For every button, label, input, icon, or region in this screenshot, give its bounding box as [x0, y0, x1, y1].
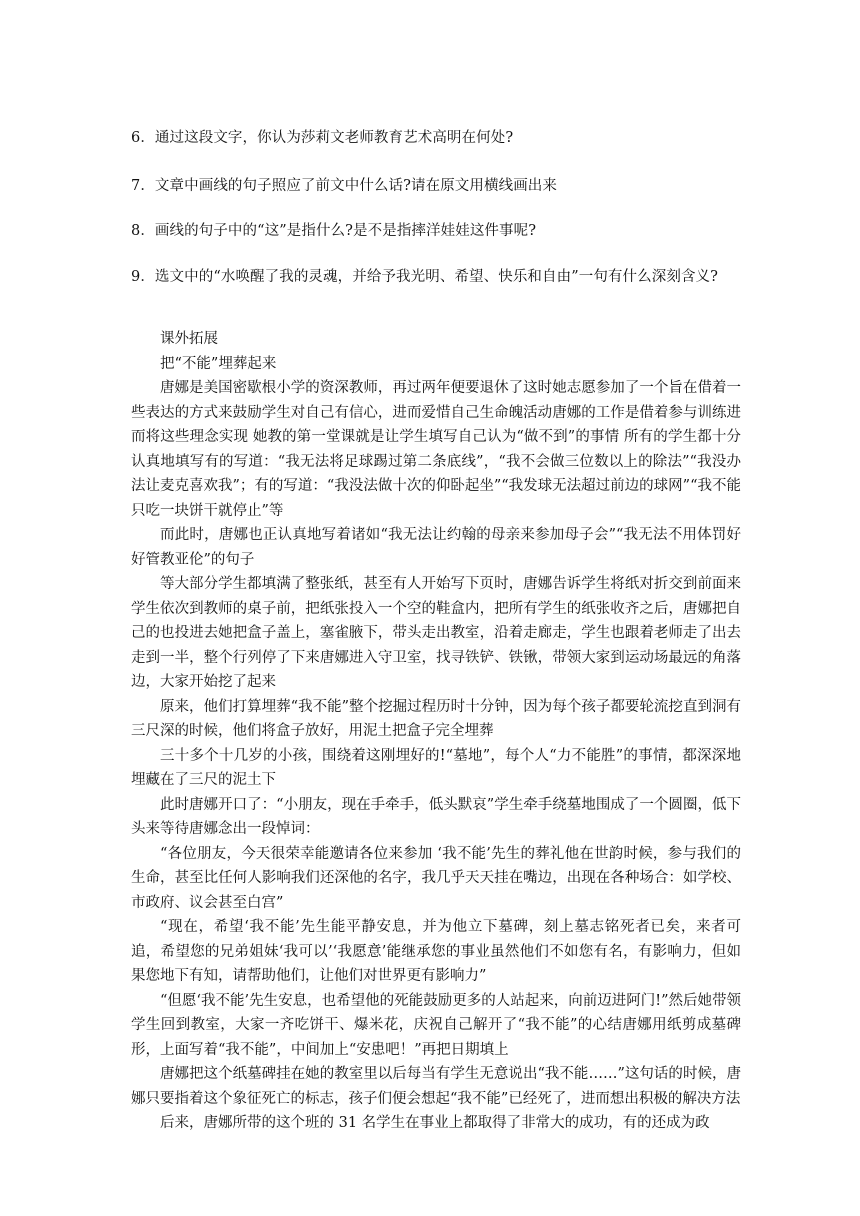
question-8: 8．画线的句子中的“这”是指什么?是不是指摔洋娃娃这件事呢? [131, 223, 537, 239]
paragraph: 三十多个十几岁的小孩，围绕着这刚埋好的!“墓地”，每个人“力不能胜”的事情，都深深地埋藏在了三尺的泥土下 [131, 747, 741, 788]
paragraph: 唐娜把这个纸墓碑挂在她的教室里以后每当有学生无意说出“我不能……”这句话的时候，唐娜只要指着这个象征死亡的标志，孩子们便会想起“我不能”已经死了，进而想出积极的解决方法 [131, 1066, 741, 1107]
paragraph: 此时唐娜开口了：“小朋友，现在手牵手，低头默哀”学生牵手绕墓地围成了一个圆圈，低下头来等待唐娜念出一段悼词： [131, 796, 741, 837]
paragraph: “但愿‘我不能’先生安息，也希望他的死能鼓励更多的人站起来，向前迈进阿门!”然后她带领学生回到教室，大家一齐吃饼干、爆米花，庆祝自己解开了“我不能”的心结唐娜用纸剪成墓碑形，上面写着“我不能”，中间加上“安患吧！”再把日期填上 [131, 992, 741, 1058]
paragraph: 原来，他们打算埋葬“我不能”整个挖掘过程历时十分钟，因为每个孩子都要轮流挖直到洞有三尺深的时候，他们将盒子放好，用泥土把盒子完全埋葬 [131, 698, 741, 739]
extended-reading [131, 327, 741, 1136]
question-6: 6．通过这段文字，你认为莎莉文老师教育艺术高明在何处? [131, 130, 514, 146]
paragraph: 等大部分学生都填满了整张纸，甚至有人开始写下页时，唐娜告诉学生将纸对折交到前面来学生依次到教师的桌子前，把纸张投入一个空的鞋盒内，把所有学生的纸张收齐之后，唐娜把自己的也投进去她把盒子盖上，塞雀腋下，带头走出教室，沿着走廊走，学生也跟着老师走了出去走到一半，整个行列停了下来唐娜进入守卫室，找寻铁铲、铁锹，带领大家到运动场最远的角落边，大家开始挖了起来 [131, 576, 741, 690]
paragraph: “现在，希望‘我不能’先生能平静安息，并为他立下墓碑，刻上墓志铭死者已矣，来者可追，希望您的兄弟姐妹‘我可以’‘我愿意’能继承您的事业虽然他们不如您有名，有影响力，但如果您地下有知，请帮助他们，让他们对世界更有影响力” [131, 919, 741, 984]
paragraph: 唐娜是美国密歇根小学的资深教师，再过两年便要退休了这时她志愿参加了一个旨在借着一些表达的方式来鼓励学生对自己有信心，进而爱惜自己生命魄活动唐娜的工作是借着参与训练进而将这些理念实现 她教的第一堂课就是让学生填写自己认为“做不到”的事情 所有的学生都十分认真地填写有的写道：“我无法将足球踢过第二条底线”，“我不会做三位数以上的除法”“我没办法让麦克喜欢我”；有的写道：“我没法做十次的仰卧起坐”“我发球无法超过前边的球网”“我不能只吃一块饼干就停止”等 [131, 380, 741, 519]
section-heading: 课外拓展 [160, 331, 218, 347]
paragraph: 而此时，唐娜也正认真地写着诸如“我无法让约翰的母亲来参加母子会”“我无法不用体罚好好管教亚伦”的句子 [131, 527, 741, 568]
question-7: 7．文章中画线的句子照应了前文中什么话?请在原文用横线画出来 [131, 178, 557, 194]
question-9: 9．选文中的“水唤醒了我的灵魂，并给予我光明、希望、快乐和自由”一句有什么深刻含义? [131, 269, 719, 285]
paragraph: 后来，唐娜所带的这个班的 31 名学生在事业上都取得了非常大的成功，有的还成为政 [160, 1115, 710, 1131]
article-title: 把“不能”埋葬起来 [160, 355, 277, 372]
paragraph: “各位朋友，今天很荣幸能邀请各位来参加 ‘我不能’先生的葬礼他在世韵时候，参与我们的生命，甚至比任何人影响我们还深他的名字，我几乎天天挂在嘴边，出现在各种场合：如学校、市政府、议会甚至白宫” [131, 845, 741, 911]
